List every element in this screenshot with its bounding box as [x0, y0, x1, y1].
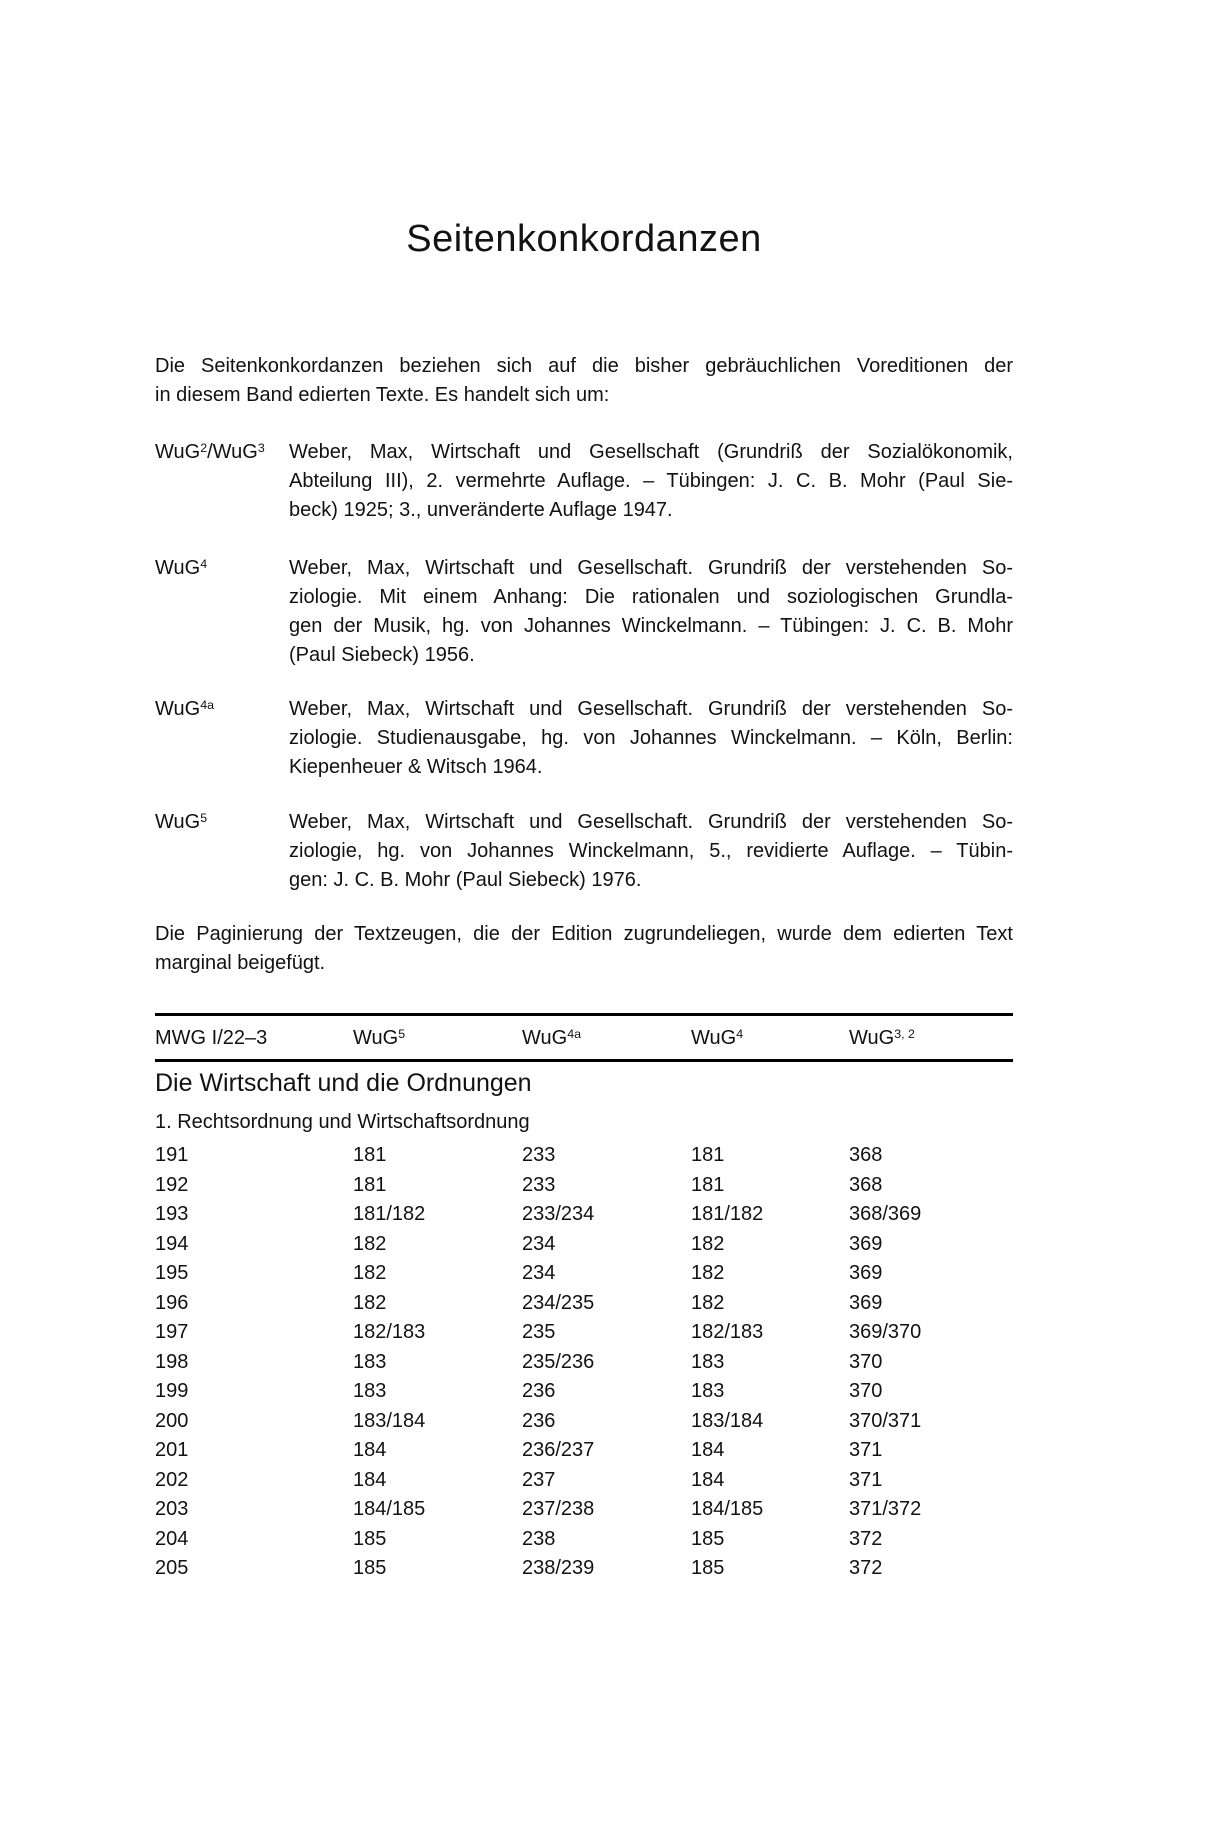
pagination-note	[155, 920, 1013, 978]
table-cell: 197	[155, 1321, 189, 1343]
bib-entry-text	[289, 438, 1013, 525]
table-cell: 205	[155, 1557, 189, 1579]
table-row	[155, 1436, 1013, 1466]
table-cell: 201	[155, 1439, 189, 1461]
table-section-title: Die Wirtschaft und die Ordnungen	[155, 1069, 532, 1097]
table-cell: 182	[353, 1291, 387, 1314]
table-cell: 181/182	[691, 1203, 764, 1225]
table-cell: 233	[522, 1173, 556, 1196]
column-header-wug4a: WuG$^{4a}$	[522, 1027, 581, 1049]
intro-paragraph	[155, 352, 1013, 410]
table-row	[155, 1466, 1013, 1496]
table-cell: 181	[691, 1144, 725, 1166]
table-row	[155, 1259, 1013, 1289]
table-cell: 182	[353, 1262, 387, 1284]
table-cell: 200	[155, 1409, 189, 1432]
table-cell: 182/183	[691, 1321, 764, 1343]
table-cell: 203	[155, 1498, 189, 1520]
table-row	[155, 1525, 1013, 1555]
table-cell: 370	[849, 1350, 883, 1373]
table-cell: 181	[691, 1173, 725, 1196]
bib-entry-wug4a	[155, 695, 1013, 782]
table-cell: 238	[522, 1527, 556, 1550]
table-cell: 184	[691, 1468, 725, 1491]
table-cell: 237	[522, 1468, 556, 1491]
table-body	[155, 1141, 1013, 1584]
table-cell: 202	[155, 1468, 189, 1491]
table-cell: 193	[155, 1203, 189, 1225]
table-cell: 368	[849, 1144, 883, 1166]
bib-line: gen: J. C. B. Mohr (Paul Siebeck) 1976.	[289, 869, 642, 891]
column-header-mwg: MWG I/22–3	[155, 1027, 268, 1049]
table-cell: 236	[522, 1409, 556, 1432]
table-cell: 183/184	[691, 1409, 764, 1432]
table-cell: 371	[849, 1468, 883, 1491]
table-row	[155, 1348, 1013, 1378]
table-cell: 182/183	[353, 1321, 426, 1343]
table-cell: 233	[522, 1144, 556, 1166]
table-cell: 234	[522, 1262, 556, 1284]
note-line: Die Paginierung der Textzeugen, die der Edition zugrundeliegen, wurde dem edierten Text	[155, 923, 1013, 945]
intro-line: in diesem Band edierten Texte. Es handelt sich um:	[155, 384, 610, 406]
table-cell: 369	[849, 1262, 883, 1284]
table-cell: 192	[155, 1173, 189, 1196]
table-cell: 369	[849, 1232, 883, 1255]
table-cell: 183	[353, 1350, 387, 1373]
table-cell: 233/234	[522, 1203, 595, 1225]
bib-line: beck) 1925; 3., unveränderte Auflage 1947.	[289, 499, 673, 521]
table-row	[155, 1318, 1013, 1348]
table-cell: 368	[849, 1173, 883, 1196]
table-header-row	[155, 1016, 1013, 1062]
page-title: Seitenkonkordanzen	[406, 218, 762, 260]
table-cell: 181/182	[353, 1203, 426, 1225]
table-cell: 182	[691, 1232, 725, 1255]
table-subsection-title: 1. Rechtsordnung und Wirtschaftsordnung	[155, 1111, 530, 1133]
table-cell: 194	[155, 1232, 189, 1255]
table-cell: 183	[353, 1380, 387, 1402]
note-line: marginal beigefügt.	[155, 952, 326, 974]
table-cell: 372	[849, 1557, 883, 1579]
table-row	[155, 1200, 1013, 1230]
bib-line: gen der Musik, hg. von Johannes Winckelmann. – Tübingen: J. C. B. Mohr	[289, 615, 1013, 637]
table-cell: 182	[691, 1262, 725, 1284]
table-cell: 184	[691, 1439, 725, 1461]
table-row	[155, 1554, 1013, 1584]
intro-line: Die Seitenkonkordanzen beziehen sich auf die bisher gebräuchlichen Voreditionen der	[155, 355, 1013, 377]
bib-entry-label: WuG$^4$	[155, 557, 208, 579]
table-row	[155, 1141, 1013, 1171]
bib-entry-wug4	[155, 554, 1013, 670]
bib-line: ziologie. Mit einem Anhang: Die rationalen und soziologischen Grundla-	[289, 586, 1013, 608]
column-header-wug5: WuG$^5$	[353, 1027, 406, 1049]
table-row	[155, 1289, 1013, 1319]
table-cell: 372	[849, 1527, 883, 1550]
table-cell: 369	[849, 1291, 883, 1314]
bib-line: Abteilung III), 2. vermehrte Auflage. – Tübingen: J. C. B. Mohr (Paul Sie-	[289, 470, 1013, 492]
table-cell: 199	[155, 1380, 189, 1402]
table-cell: 196	[155, 1291, 189, 1314]
table-cell: 370	[849, 1380, 883, 1402]
table-cell: 184	[353, 1468, 387, 1491]
bib-line: ziologie. Studienausgabe, hg. von Johannes Winckelmann. – Köln, Berlin:	[289, 727, 1013, 749]
table-cell: 183	[691, 1380, 725, 1402]
bib-entry-text	[289, 554, 1013, 670]
bib-line: Weber, Max, Wirtschaft und Gesellschaft. Grundriß der verstehenden So-	[289, 557, 1013, 579]
bib-line: Weber, Max, Wirtschaft und Gesellschaft. Grundriß der verstehenden So-	[289, 698, 1013, 720]
table-cell: 237/238	[522, 1498, 595, 1520]
concordance-table	[155, 1013, 1013, 1584]
bib-entry-wug5	[155, 808, 1013, 895]
table-cell: 181	[353, 1173, 387, 1196]
table-cell: 204	[155, 1527, 189, 1550]
table-cell: 185	[353, 1527, 387, 1550]
table-cell: 182	[691, 1291, 725, 1314]
bib-entry-label: WuG$^5$	[155, 811, 208, 833]
column-header-wug32: WuG$^{3, 2}$	[849, 1027, 915, 1049]
bib-entry-text	[289, 695, 1013, 782]
table-cell: 236/237	[522, 1439, 595, 1461]
table-cell: 234/235	[522, 1291, 595, 1314]
table-cell: 371	[849, 1439, 883, 1461]
table-cell: 235	[522, 1321, 556, 1343]
table-cell: 371/372	[849, 1498, 922, 1520]
bib-entry-text	[289, 808, 1013, 895]
bib-entry-label: WuG$^2$/WuG$^3$	[155, 441, 265, 463]
table-cell: 185	[691, 1527, 725, 1550]
table-cell: 198	[155, 1350, 189, 1373]
table-cell: 184/185	[691, 1498, 764, 1520]
table-cell: 185	[353, 1557, 387, 1579]
table-row	[155, 1230, 1013, 1260]
table-cell: 195	[155, 1262, 189, 1284]
table-cell: 182	[353, 1232, 387, 1255]
table-cell: 235/236	[522, 1350, 595, 1373]
table-cell: 236	[522, 1380, 556, 1402]
table-cell: 183	[691, 1350, 725, 1373]
table-cell: 368/369	[849, 1203, 922, 1225]
bib-entry-label: WuG$^{4a}$	[155, 698, 214, 720]
table-cell: 184/185	[353, 1498, 426, 1520]
table-cell: 369/370	[849, 1321, 922, 1343]
bib-line: Weber, Max, Wirtschaft und Gesellschaft (Grundriß der Sozialökonomik,	[289, 441, 1013, 463]
table-row	[155, 1171, 1013, 1201]
bib-line: Kiepenheuer & Witsch 1964.	[289, 756, 543, 778]
table-cell: 234	[522, 1232, 556, 1255]
bib-line: Weber, Max, Wirtschaft und Gesellschaft. Grundriß der verstehenden So-	[289, 811, 1013, 833]
table-cell: 185	[691, 1557, 725, 1579]
bib-entry-wug2-wug3	[155, 438, 1013, 525]
table-cell: 184	[353, 1439, 387, 1461]
table-cell: 238/239	[522, 1557, 595, 1579]
table-cell: 181	[353, 1144, 387, 1166]
table-row	[155, 1495, 1013, 1525]
table-cell: 191	[155, 1144, 189, 1166]
bib-line: (Paul Siebeck) 1956.	[289, 644, 475, 666]
table-cell: 370/371	[849, 1409, 922, 1432]
table-row	[155, 1407, 1013, 1437]
table-cell: 183/184	[353, 1409, 426, 1432]
bib-line: ziologie, hg. von Johannes Winckelmann, 5., revidierte Auflage. – Tübin-	[289, 840, 1013, 862]
column-header-wug4: WuG$^4$	[691, 1027, 744, 1049]
table-row	[155, 1377, 1013, 1407]
